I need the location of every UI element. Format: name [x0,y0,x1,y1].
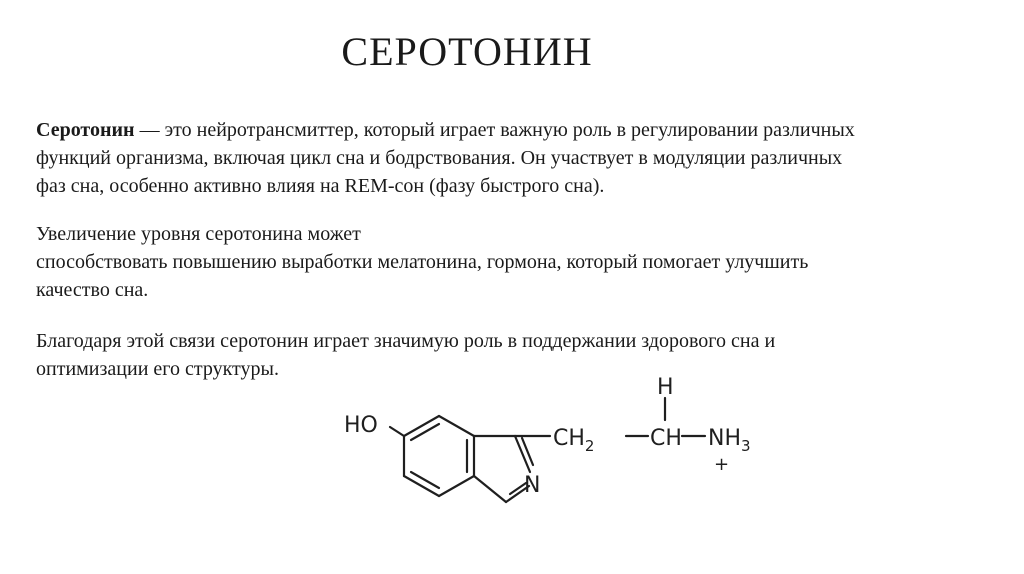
intro-line-1 [36,116,976,144]
intro-line-1-rest: — это нейротрансмиттер, который играет важную роль в регулировании различных [134,119,855,141]
ch-label: CH [650,426,682,451]
intro-paragraph [36,116,976,200]
ho-bond [390,427,404,436]
intro-line-3: фаз сна, особенно активно влияя на REM-сон (фазу быстрого сна). [36,175,605,197]
ring-bond [439,476,474,496]
melatonin-line-3: качество сна. [36,279,149,301]
ring-double-bond [411,472,439,488]
melatonin-line-1: Увеличение уровня серотонина может [36,223,361,245]
ring-n-label: N [524,473,541,498]
conclusion-line-2: оптимизации его структуры. [36,358,279,380]
intro-line-2: функций организма, включая цикл сна и бодрствования. Он участвует в модуляции различных [36,147,843,169]
ring-double-bond [411,424,439,440]
ring5-double-bond [522,438,533,465]
ring-bond [439,416,474,436]
slide-title: СЕРОТОНИН [341,29,593,74]
charge-label: + [714,454,730,475]
melatonin-line-2: способствовать повышению выработки мелатонина, гормона, который помогает улучшить [36,251,809,273]
h-label: H [657,375,674,400]
serotonin-structural-formula [330,372,800,532]
ho-label: HO [344,413,378,438]
nh3-label: $NH_3$ [708,426,751,455]
ch2-label: $CH_2$ [553,426,595,455]
conclusion-line-1: Благодаря этой связи серотонин играет значимую роль в поддержании здорового сна и [36,330,776,352]
ring5-bond [474,476,506,502]
term-serotonin: Серотонин [36,119,135,141]
melatonin-paragraph [36,220,976,304]
